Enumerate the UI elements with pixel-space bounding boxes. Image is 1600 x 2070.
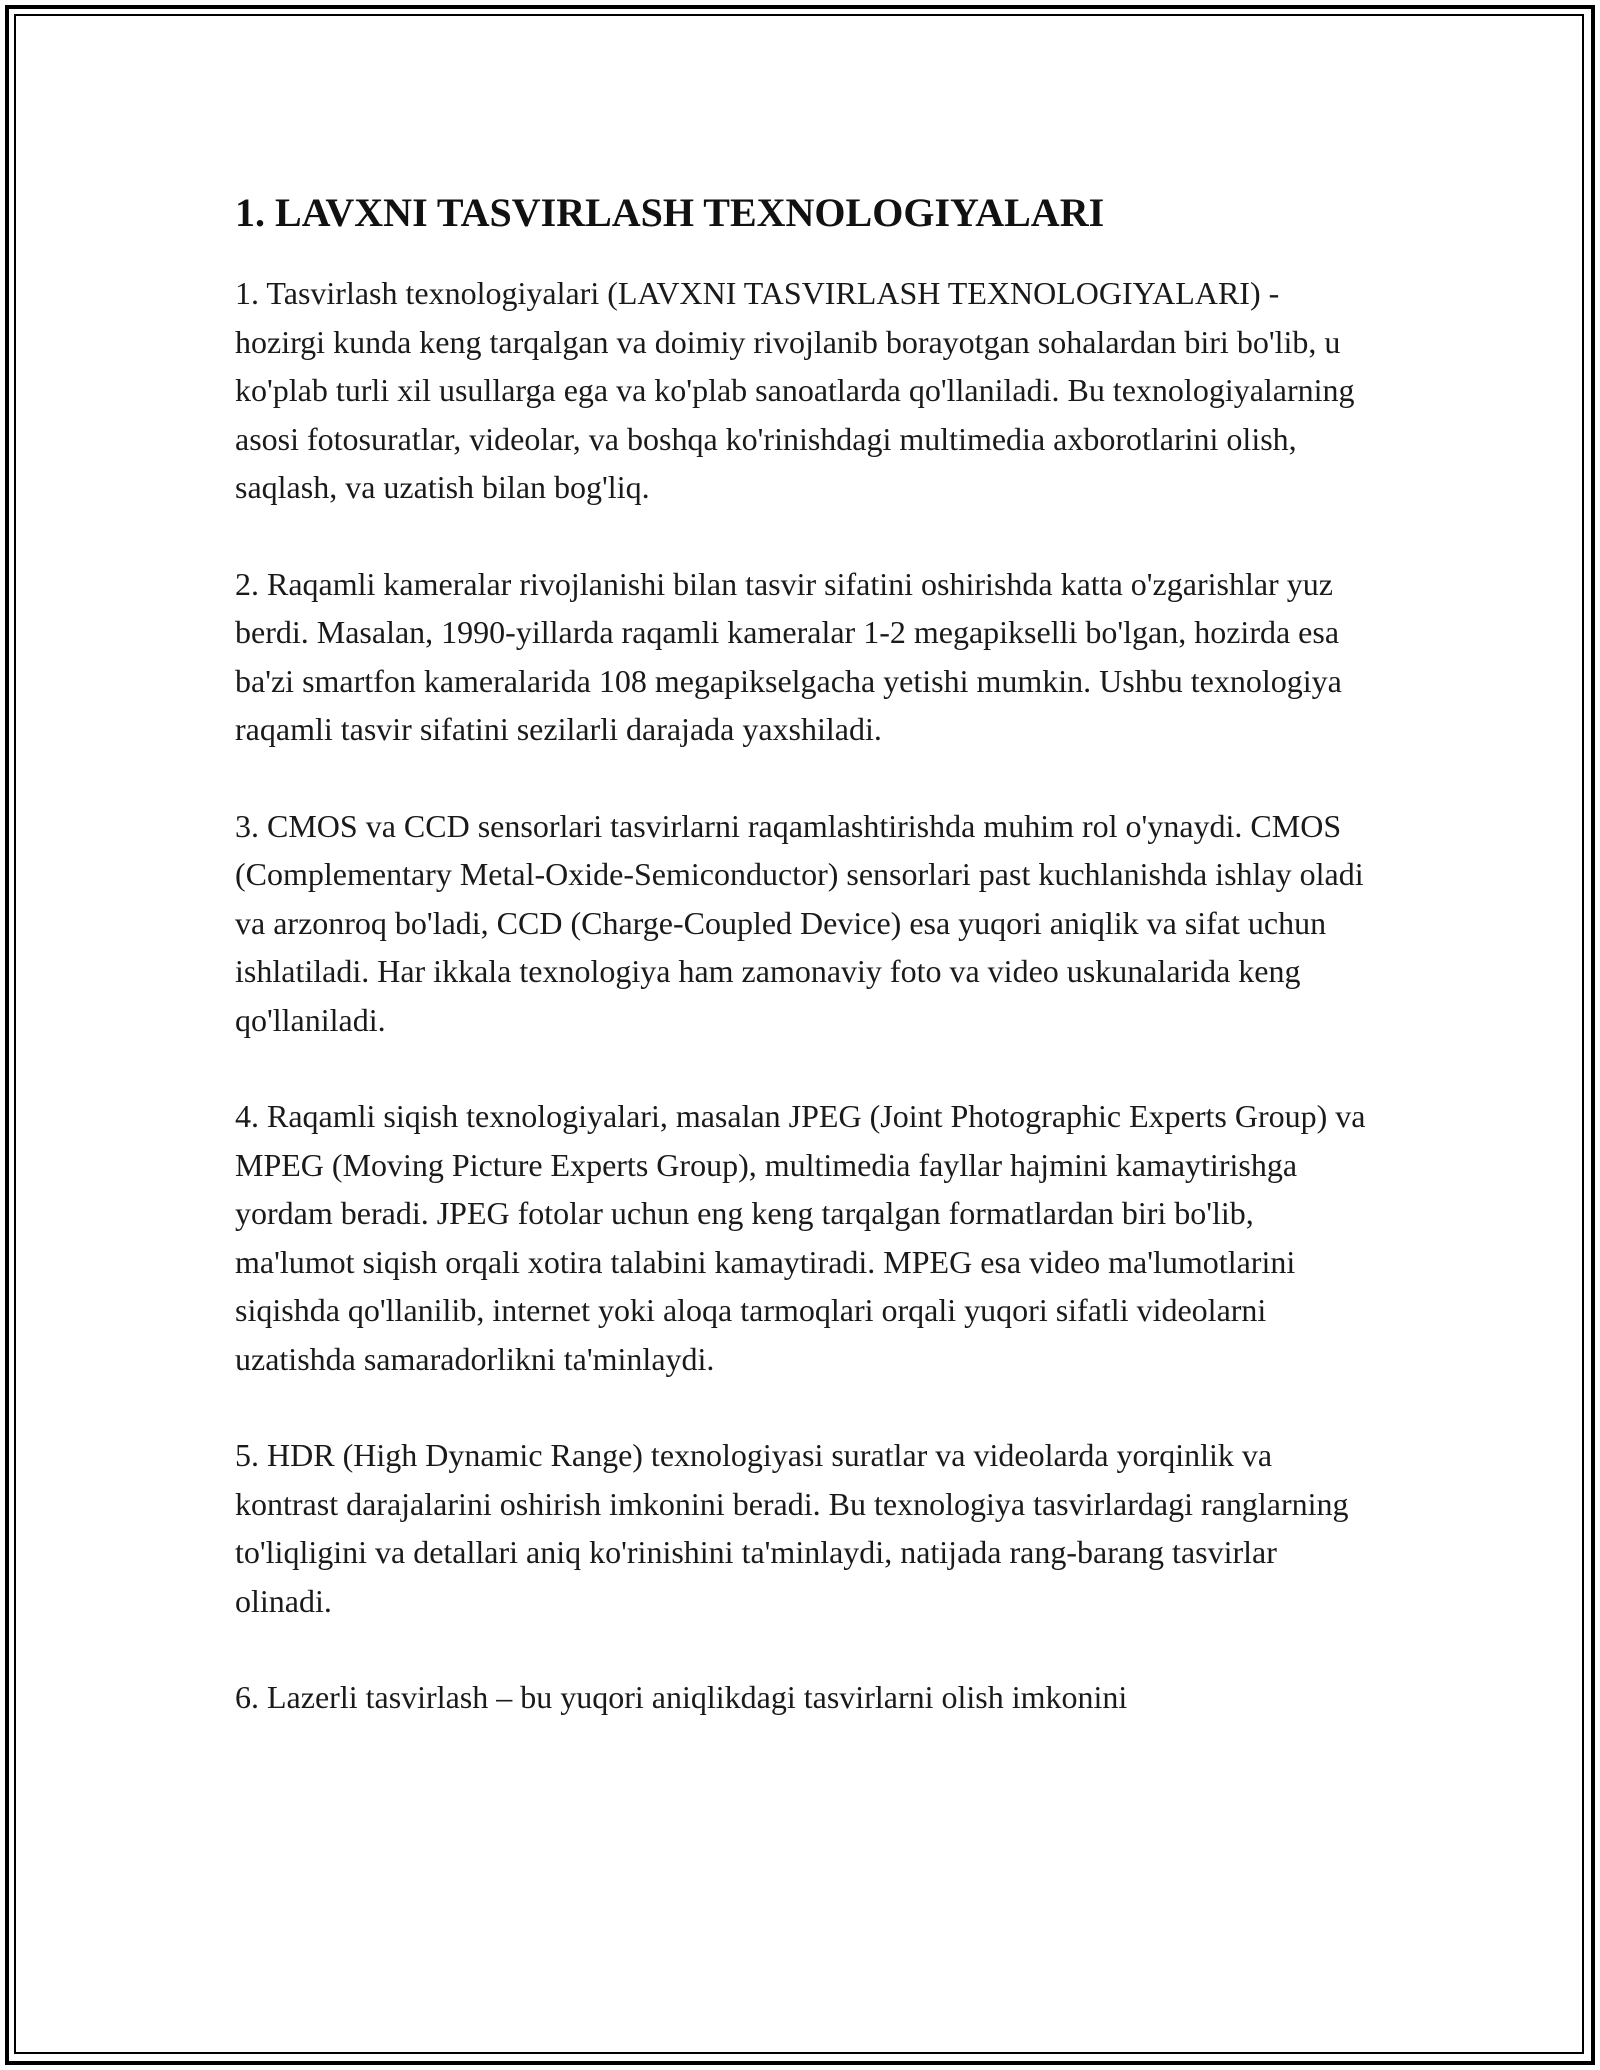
paragraph-2: 2. Raqamli kameralar rivojlanishi bilan tasvir sifatini oshirishda katta o'zgarishlar yuz berdi. Masalan, 1990-yillarda raqamli kameralar 1-2 megapikselli bo'lgan, hozirda esa ba'zi smartfon kameralarida 108 megapikselgacha yetishi mumkin. Ushbu texnologiya raqamli tasvir sifatini sezilarli darajada yaxshiladi. <box>235 565 1342 747</box>
document-title: 1. LAVXNI TASVIRLASH TEXNOLOGIYALARI <box>235 190 1105 235</box>
paragraph-3: 3. CMOS va CCD sensorlari tasvirlarni raqamlashtirishda muhim rol o'ynaydi. CMOS (Complementary Metal-Oxide-Semiconductor) sensorlari past kuchlanishda ishlay oladi va arzonroq bo'ladi, CCD (Charge-Coupled Device) esa yuqori aniqlik va sifat uchun ishlatiladi. Har ikkala texnologiya ham zamonaviy foto va video uskunalarida keng qo'llaniladi. <box>235 807 1364 1038</box>
document-body <box>235 187 1375 1770</box>
paragraph-6: 6. Lazerli tasvirlash – bu yuqori aniqlikdagi tasvirlarni olish imkonini <box>235 1679 1128 1715</box>
paragraph-5: 5. HDR (High Dynamic Range) texnologiyasi suratlar va videolarda yorqinlik va kontrast darajalarini oshirish imkonini beradi. Bu texnologiya tasvirlardagi ranglarning to'liqligini va detallari aniq ko'rinishini ta'minlaydi, natijada rang-barang tasvirlar olinadi. <box>235 1437 1349 1619</box>
paragraph-1: 1. Tasvirlash texnologiyalari (LAVXNI TASVIRLASH TEXNOLOGIYALARI) - hozirgi kunda keng tarqalgan va doimiy rivojlanib borayotgan sohalardan biri bo'lib, u ko'plab turli xil usullarga ega va ko'plab sanoatlarda qo'llaniladi. Bu texnologiyalarning asosi fotosuratlar, videolar, va boshqa ko'rinishdagi multimedia axborotlarini olish, saqlash, va uzatish bilan bog'liq. <box>235 275 1355 505</box>
paragraph-4: 4. Raqamli siqish texnologiyalari, masalan JPEG (Joint Photographic Experts Group) va MPEG (Moving Picture Experts Group), multimedia fayllar hajmini kamaytirishga yordam beradi. JPEG fotolar uchun eng keng tarqalgan formatlardan biri bo'lib, ma'lumot siqish orqali xotira talabini kamaytiradi. MPEG esa video ma'lumotlarini siqishda qo'llanilib, internet yoki aloqa tarmoqlari orqali yuqori sifatli videolarni uzatishda samaradorlikni ta'minlaydi. <box>235 1098 1366 1377</box>
